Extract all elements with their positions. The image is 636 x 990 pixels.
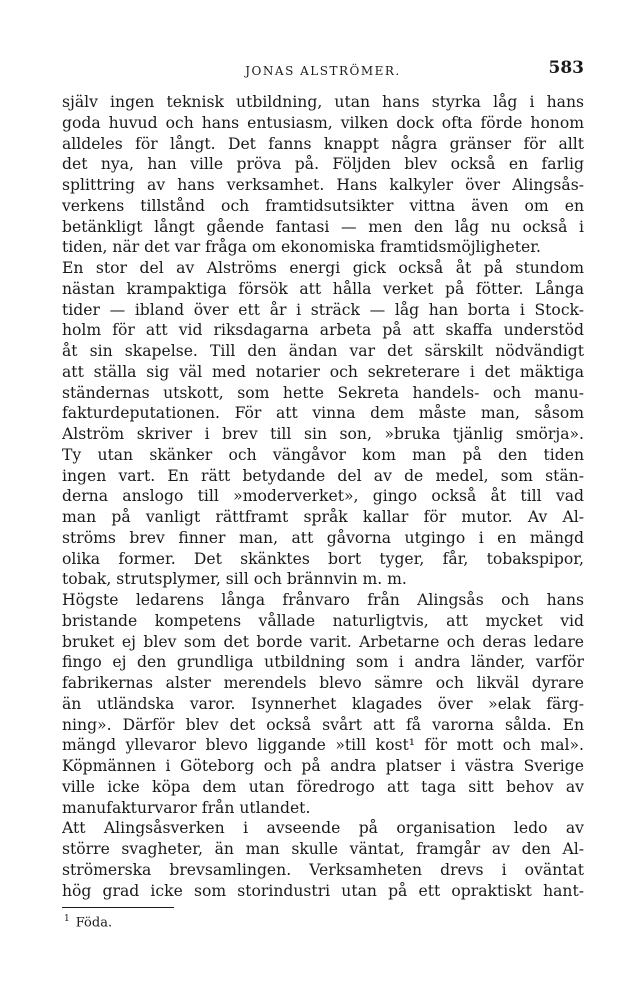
text-line: ning». Därför blev det också svårt att få varorna sålda. En xyxy=(62,715,584,734)
text-line: ströms brev finner man, att gåvorna utgingo i en mängd xyxy=(62,528,584,547)
text-line: olika former. Det skänktes bort tyger, får, tobakspipor, xyxy=(62,549,584,568)
page-number: 583 xyxy=(548,58,584,78)
text-line: Köpmännen i Göteborg och på andra platser i västra Sverige xyxy=(62,757,584,775)
footnote-marker: 1 xyxy=(64,914,70,925)
text-line: manufakturvaror från utlandet. xyxy=(62,798,311,817)
footnote-text: Föda. xyxy=(75,915,113,931)
text-line: man på vanligt rättframt språk kallar för mutor. Av Al- xyxy=(62,508,584,526)
text-line: derna anslogo till »moderverket», gingo också åt till vad xyxy=(62,487,584,506)
page xyxy=(62,58,584,931)
text-line: En stor del av Alströms energi gick också åt på stundom xyxy=(62,259,584,277)
text-line: bristande kompetens vållade naturligtvis, att mycket vid xyxy=(62,611,584,630)
text-line: fakturdeputationen. För att vinna dem måste man, såsom xyxy=(62,404,584,423)
text-line: Högste ledarens långa frånvaro från Alingsås och hans xyxy=(62,591,584,609)
text-line: mängd yllevaror blevo liggande »till kost¹ för mott och mal». xyxy=(62,736,584,755)
running-head: JONAS ALSTRÖMER. xyxy=(245,64,401,78)
text-line: större svagheter, än man skulle väntat, framgår av den Al- xyxy=(62,840,584,858)
page-header xyxy=(62,58,584,80)
text-line: än utländska varor. Isynnerhet klagades över »elak färg- xyxy=(62,694,584,713)
text-line: splittring av hans verksamhet. Hans kalkyler över Alingsås- xyxy=(62,176,584,194)
text-line: åt sin skapelse. Till den ändan var det särskilt nödvändigt xyxy=(62,342,584,360)
text-line: alldeles för långt. Det fanns knappt några gränser för allt xyxy=(62,134,584,153)
text-line: verkens tillstånd och framtidsutsikter vittna även om en xyxy=(62,196,584,215)
text-line: betänkligt långt gående fantasi — men den låg nu också i xyxy=(62,217,584,236)
body-text xyxy=(62,92,584,901)
text-line: fingo ej den grundliga utbildning som i andra länder, varför xyxy=(62,653,584,672)
text-line: Alström skriver i brev till sin son, »bruka tjänlig smörja». xyxy=(62,425,584,443)
text-line: det nya, han ville pröva på. Följden blev också en farlig xyxy=(62,155,584,174)
text-line: hög grad icke som storindustri utan på ett opraktiskt hant- xyxy=(62,881,584,900)
text-line: goda huvud och hans entusiasm, vilken dock ofta förde honom xyxy=(62,113,584,132)
text-line: att ställa sig väl med notarier och sekreterare i det mäktiga xyxy=(62,362,584,381)
text-line: fabrikernas alster merendels blevo sämre och likväl dyrare xyxy=(62,674,584,692)
text-line: tiden, när det var fråga om ekonomiska framtidsmöjligheter. xyxy=(62,238,541,257)
text-line: Ty utan skänker och vängåvor kom man på den tiden xyxy=(62,445,584,464)
text-line: holm för att vid riksdagarna arbeta på att skaffa understöd xyxy=(62,321,584,340)
text-line: Att Alingsåsverken i avseende på organisation ledo av xyxy=(62,819,584,838)
text-line: ingen vart. En rätt betydande del av de medel, som stän- xyxy=(62,466,584,485)
text-line: nästan krampaktiga försök att hålla verket på fötter. Långa xyxy=(62,279,584,298)
text-line: tobak, strutsplymer, sill och brännvin m. m. xyxy=(62,570,407,589)
text-line: själv ingen teknisk utbildning, utan hans styrka låg i hans xyxy=(62,93,584,111)
text-line: tider — ibland över ett år i sträck — låg han borta i Stock- xyxy=(62,300,584,319)
footnote-divider xyxy=(62,907,174,908)
footnote xyxy=(62,914,584,930)
text-line: bruket ej blev som det borde varit. Arbetarne och deras ledare xyxy=(62,632,584,651)
text-line: ville icke köpa dem utan föredrogo att taga sitt behov av xyxy=(62,777,584,796)
text-line: ständernas utskott, som hette Sekreta handels- och manu- xyxy=(62,383,584,402)
text-line: strömerska brevsamlingen. Verksamheten drevs i oväntat xyxy=(62,860,584,879)
